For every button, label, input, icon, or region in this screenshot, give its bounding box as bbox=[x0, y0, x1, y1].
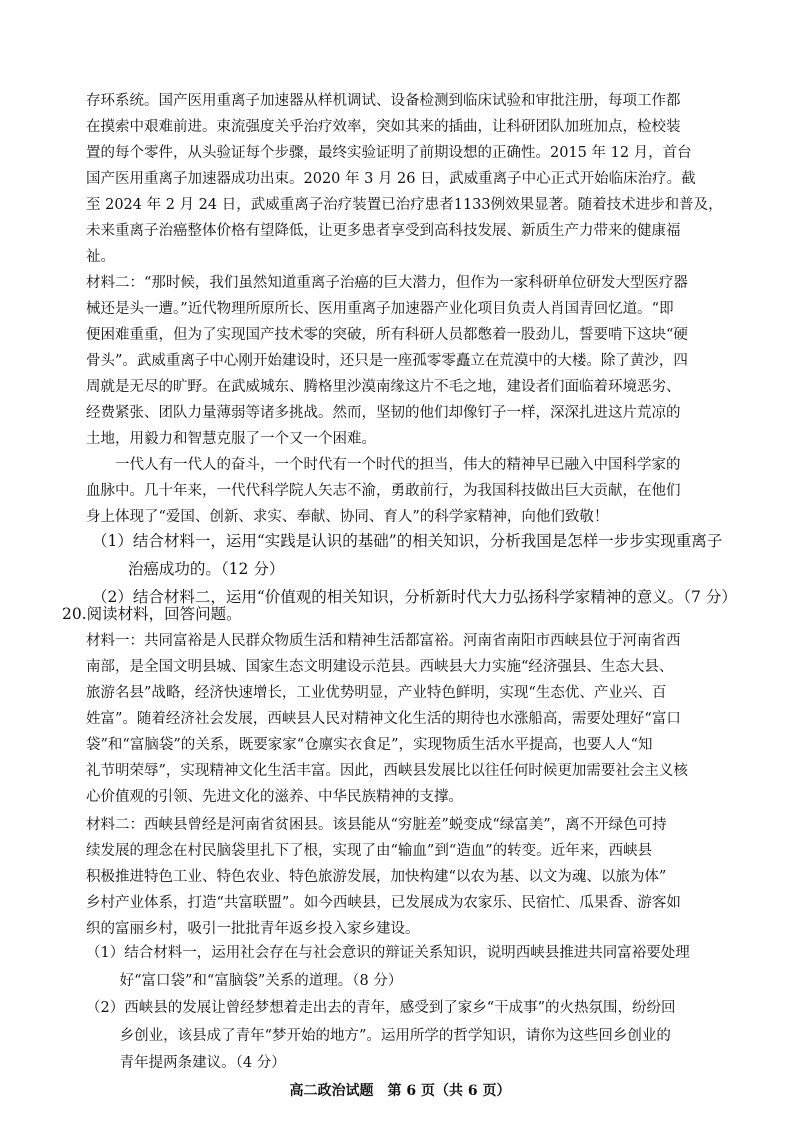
material-one-continuation bbox=[86, 88, 746, 270]
question-line: （2）西峡县的发展让曾经梦想着走出去的青年，感受到了家乡“干成事”的火热氛围，纷纷回 bbox=[86, 1000, 676, 1016]
text-line: 身上体现了“爱国、创新、求实、奉献、协同、育人”的科学家精神，向他们致敬！ bbox=[86, 509, 609, 525]
text-line: 姓富”。随着经济社会发展，西峡县人民对精神文化生活的期待也水涨船高，需要处理好“富口 bbox=[86, 711, 681, 727]
text-line: 积极推进特色工业、特色农业、特色旅游发展，加快构建“以农为基、以文为魂、以旅为体” bbox=[86, 869, 667, 885]
text-line: 旅游名县”战略，经济快速增长，工业优势明显，产业特色鲜明，实现“生态优、产业兴、百 bbox=[86, 685, 667, 701]
text-line: 材料一：共同富裕是人民群众物质生活和精神生活都富裕。河南省南阳市西峡县位于河南省西 bbox=[86, 633, 681, 649]
text-line: 南部，是全国文明县城、国家生态文明建设示范县。西峡县大力实施“经济强县、生态大县、 bbox=[86, 659, 674, 675]
question-20-material-one bbox=[86, 628, 746, 810]
text-line: 至 2024 年 2 月 24 日，武威重离子治疗装置已治疗患者1133例效果显著。随着技术进步和普及， bbox=[86, 197, 723, 213]
material-two bbox=[86, 270, 746, 530]
text-line: 未来重离子治癌整体价格有望降低，让更多患者享受到高科技发展、新质生产力带来的健康福 bbox=[86, 223, 681, 239]
text-line: 在摸索中艰难前进。束流强度关乎治疗效率，突如其来的插曲，让科研团队加班加点，检校装 bbox=[86, 119, 681, 135]
question-20-subquestions bbox=[86, 940, 756, 1078]
question-line: （2）结合材料二，运用“价值观的相关知识，分析新时代大力弘扬科学家精神的意义。（7 分） bbox=[92, 588, 737, 606]
question-line: 青年提两条建议。（4 分） bbox=[86, 1055, 286, 1071]
text-line: 便困难重重，但为了实现国产技术零的突破，所有科研人员都憋着一股劲儿，誓要啃下这块“硬 bbox=[86, 327, 688, 343]
text-line: 国产医用重离子加速器成功出束。2020 年 3 月 26 日，武威重离子中心正式开始临床治疗。截 bbox=[86, 171, 696, 187]
text-line: 祉。 bbox=[86, 249, 115, 265]
text-line: 礼节明荣辱”，实现精神文化生活丰富。因此，西峡县发展比以往任何时候更加需要社会主义核 bbox=[86, 763, 688, 779]
question-line: （1）结合材料一，运用社会存在与社会意识的辩证关系知识，说明西峡县推进共同富裕要处理 bbox=[86, 945, 690, 961]
text-line: 存环系统。国产医用重离子加速器从样机调试、设备检测到临床试验和审批注册，每项工作都 bbox=[86, 93, 681, 109]
text-line: 续发展的理念在村民脑袋里扎下了根，实现了由“输血”到“造血”的转变。近年来，西峡县 bbox=[86, 843, 653, 859]
text-line: 一代人有一代人的奋斗，一个时代有一个时代的担当，伟大的精神早已融入中国科学家的 bbox=[86, 457, 681, 473]
text-line: 骨头”。武威重离子中心刚开始建设时，还只是一座孤零零矗立在荒漠中的大楼。除了黄沙，四 bbox=[86, 353, 688, 369]
text-line: 织的富丽乡村，吸引一批批青年返乡投入家乡建设。 bbox=[86, 921, 420, 937]
text-line: 械还是头一遭。”近代物理所原所长、医用重离子加速器产业化项目负责人肖国青回忆道。“即 bbox=[86, 301, 674, 317]
text-line: 乡村产业体系，打造“共富联盟”。如今西峡县，已发展成为农家乐、民宿忙、瓜果香、游客如 bbox=[86, 895, 681, 911]
question-line: 好“富口袋”和“富脑袋”关系的道理。（8 分） bbox=[86, 972, 403, 989]
text-line: 材料二：“那时候，我们虽然知道重离子治癌的巨大潜力，但作为一家科研单位研发大型医疗器 bbox=[86, 275, 688, 291]
question-line: 乡创业，该县成了青年“梦开始的地方”。运用所学的哲学知识，请你为这些回乡创业的 bbox=[86, 1027, 671, 1044]
text-line: 袋”和“富脑袋”的关系，既要家家“仓廪实衣食足”，实现物质生活水平提高，也要人人“知 bbox=[86, 737, 653, 753]
question-line: 治癌成功的。（12 分） bbox=[92, 560, 285, 578]
question-title: 20.阅读材料，回答问题。 bbox=[62, 605, 242, 623]
text-line: 血脉中。几十年来，一代代科学院人矢志不渝，勇敢前行，为我国科技做出巨大贡献，在他们 bbox=[86, 483, 681, 499]
text-line: 周就是无尽的旷野。在武威城东、腾格里沙漠南缘这片不毛之地，建设者们面临着环境恶劣、 bbox=[86, 379, 681, 395]
question-line: （1）结合材料一，运用“实践是认识的基础”的相关知识，分析我国是怎样一步步实现重离子 bbox=[92, 532, 723, 550]
question-20-title bbox=[62, 600, 752, 628]
question-20-material-two bbox=[86, 812, 746, 942]
text-line: 材料二：西峡县曾经是河南省贫困县。该县能从“穷脏差”蜕变成“绿富美”，离不开绿色可持 bbox=[86, 817, 667, 833]
text-line: 心价值观的引领、先进文化的滋养、中华民族精神的支撑。 bbox=[86, 789, 463, 805]
page-footer: 高二政治试题 第 6 页（共 6 页） bbox=[289, 1083, 511, 1099]
question-19-subquestions bbox=[92, 527, 752, 611]
text-line: 土地，用毅力和智慧克服了一个又一个困难。 bbox=[86, 431, 376, 447]
text-line: 经费紧张、团队力量薄弱等诸多挑战。然而，坚韧的他们却像钉子一样，深深扎进这片荒凉的 bbox=[86, 405, 681, 421]
text-line: 置的每个零件，从头验证每个步骤，最终实验证明了前期设想的正确性。2015 年 12 月，首台 bbox=[86, 145, 692, 161]
